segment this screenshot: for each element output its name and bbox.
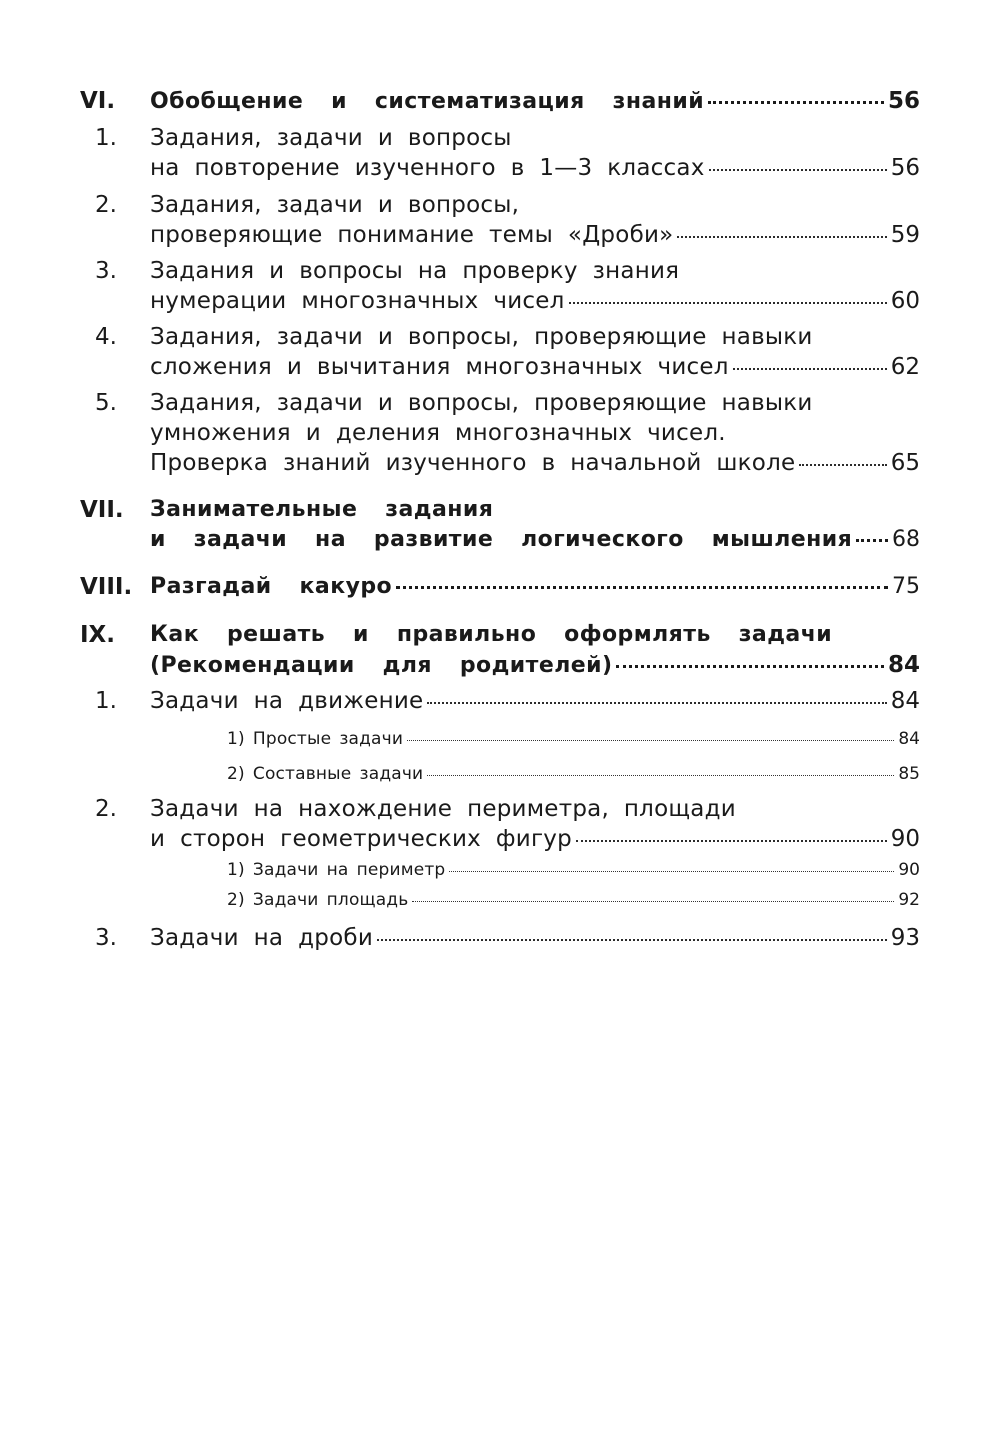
entry-number: 3. — [95, 925, 117, 951]
entry-title: 1) Простые задачи — [227, 729, 404, 749]
entry-title-line-2: проверяющие понимание темы «Дроби» — [150, 222, 674, 248]
page-number: 90 — [898, 860, 920, 880]
dot-leader — [412, 901, 894, 902]
dot-leader — [856, 539, 888, 542]
page-number: 65 — [890, 450, 920, 476]
page-number: 56 — [887, 88, 920, 114]
entry-number: 2. — [95, 192, 117, 218]
entry-title: 1) Задачи на периметр — [227, 860, 446, 880]
dot-leader — [427, 775, 894, 776]
section-number: VIII. — [80, 574, 133, 600]
dot-leader — [569, 302, 887, 304]
entry-title-line-1: Задачи на нахождение периметра, площади — [150, 796, 736, 822]
section-number: IX. — [80, 622, 116, 648]
section-number: VI. — [80, 88, 116, 114]
entry-title: Разгадай какуро — [150, 574, 393, 599]
entry-title-line-1: Как решать и правильно оформлять задачи — [150, 622, 833, 647]
entry-number: 5. — [95, 390, 117, 416]
entry-title-line-1: Занимательные задания — [150, 497, 494, 522]
page-number: 59 — [890, 222, 920, 248]
entry-title-line-2: на повторение изученного в 1—3 классах — [150, 155, 705, 181]
entry-number: 4. — [95, 324, 117, 350]
dot-leader — [377, 939, 887, 941]
page-number: 93 — [890, 925, 920, 951]
page-number: 84 — [898, 729, 920, 749]
entry-title-line-2: и сторон геометрических фигур — [150, 826, 572, 852]
dot-leader — [407, 740, 894, 741]
page-number: 92 — [898, 890, 920, 910]
entry-title-line-1: Задания и вопросы на проверку знания — [150, 258, 680, 284]
entry-title-line-1: Задания, задачи и вопросы — [150, 125, 512, 151]
entry-title-line-2: и задачи на развитие логического мышления — [150, 527, 853, 552]
entry-title: Обобщение и систематизация знаний — [150, 89, 705, 114]
entry-title-line-2: сложения и вычитания многозначных чисел — [150, 354, 729, 380]
entry-title: Задачи на движение — [150, 688, 424, 714]
dot-leader — [396, 586, 888, 589]
page-number: 90 — [890, 826, 920, 852]
page-number: 84 — [887, 652, 920, 678]
entry-title-line-1: Задания, задачи и вопросы, — [150, 192, 520, 218]
entry-title-line-2: умножения и деления многозначных чисел. — [150, 420, 726, 446]
entry-title-line-2: (Рекомендации для родителей) — [150, 653, 613, 678]
dot-leader — [576, 840, 887, 842]
dot-leader — [677, 236, 886, 238]
entry-number: 2. — [95, 796, 117, 822]
page-number: 75 — [892, 574, 920, 599]
section-number: VII. — [80, 497, 124, 523]
dot-leader — [449, 871, 894, 872]
entry-title-line-1: Задания, задачи и вопросы, проверяющие навыки — [150, 390, 813, 416]
dot-leader — [799, 464, 886, 466]
page-number: 62 — [890, 354, 920, 380]
entry-title-line-2: нумерации многозначных чисел — [150, 288, 565, 314]
dot-leader — [616, 665, 884, 668]
entry-number: 3. — [95, 258, 117, 284]
dot-leader — [709, 169, 887, 171]
page-number: 84 — [890, 688, 920, 714]
page-number: 56 — [890, 155, 920, 181]
entry-title: Задачи на дроби — [150, 925, 374, 951]
entry-number: 1. — [95, 688, 117, 714]
page-number: 60 — [890, 288, 920, 314]
entry-title-line-3: Проверка знаний изученного в начальной школе — [150, 450, 796, 476]
entry-number: 1. — [95, 125, 117, 151]
dot-leader — [708, 101, 884, 104]
entry-title: 2) Составные задачи — [227, 764, 424, 784]
dot-leader — [427, 702, 886, 704]
page-number: 68 — [892, 527, 920, 552]
page-number: 85 — [898, 764, 920, 784]
entry-title: 2) Задачи площадь — [227, 890, 409, 910]
dot-leader — [733, 368, 887, 370]
entry-title-line-1: Задания, задачи и вопросы, проверяющие навыки — [150, 324, 813, 350]
